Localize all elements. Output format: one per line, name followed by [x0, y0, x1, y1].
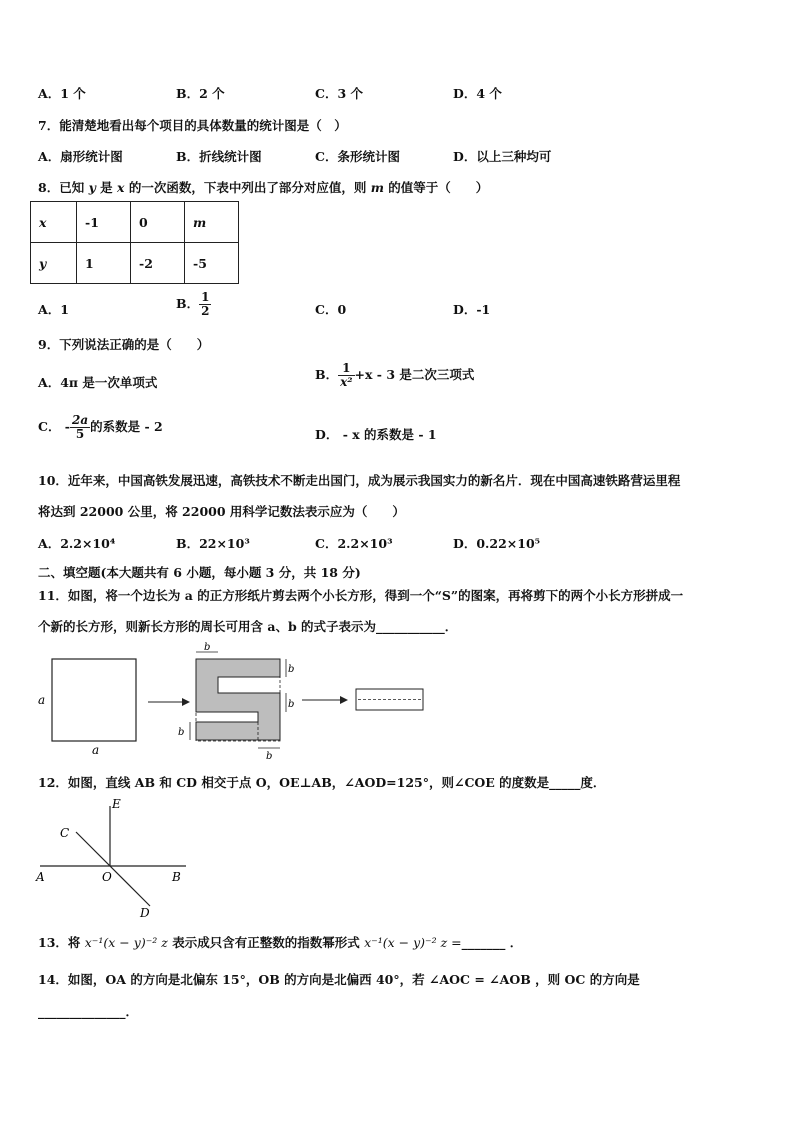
table-row — [31, 243, 239, 284]
table-cell: 0 — [131, 202, 185, 243]
q7-option-a: A．扇形统计图 — [38, 149, 123, 164]
q8-stem: 8．已知 y 是 x 的一次函数，下表中列出了部分对应值，则 m 的值等于（ ） — [38, 180, 489, 195]
q14-line1: 14．如图，OA 的方向是北偏东 15°，OB 的方向是北偏西 40°，若 ∠AOC = ∠AOB ，则 OC 的方向是 — [38, 972, 640, 987]
svg-text:D: D — [140, 906, 150, 920]
table-cell: -5 — [185, 243, 239, 284]
q8-option-c: C．0 — [315, 302, 347, 317]
q8-value-table — [30, 201, 239, 284]
q11-line1: 11．如图，将一个边长为 a 的正方形纸片剪去两个小长方形，得到一个“S”的图案，再将剪下的两个小长方形拼成一 — [38, 588, 684, 603]
q7-option-d: D．以上三种均可 — [453, 149, 552, 164]
q6-option-c: C．3 个 — [315, 86, 363, 101]
q7-stem: 7．能清楚地看出每个项目的具体数量的统计图是（ ） — [38, 118, 347, 133]
table-cell: y — [31, 243, 77, 284]
svg-text:O: O — [102, 870, 112, 884]
q13-stem: 13．将 x⁻¹(x − y)⁻² z 表示成只含有正整数的指数幂形式 x⁻¹(x − y)⁻² z =_______ ． — [38, 935, 523, 950]
s-shape — [196, 659, 280, 740]
q10-option-d: D．0.22×10⁵ — [453, 536, 541, 551]
table-cell: m — [185, 202, 239, 243]
svg-text:E: E — [112, 797, 121, 811]
q9-option-b: B． $\frac{1}{\text{x²}}$ +x - 3 是二次三项式 — [315, 361, 475, 390]
svg-text:b: b — [288, 664, 295, 675]
table-cell: 1 — [77, 243, 131, 284]
line-cd — [76, 832, 150, 906]
q9-option-d: D． - x 的系数是 - 1 — [315, 427, 437, 442]
table-cell: -1 — [77, 202, 131, 243]
q9-option-a: A．4π 是一次单项式 — [38, 375, 158, 390]
q10-option-b: B．22×10³ — [176, 536, 250, 551]
side-label: a — [38, 693, 46, 707]
q10-option-a: A．2.2×10⁴ — [38, 536, 116, 551]
svg-text:B: B — [172, 870, 181, 884]
q10-option-c: C．2.2×10³ — [315, 536, 393, 551]
fraction: $\frac{2a}{5}$ — [72, 413, 89, 442]
arrow-icon — [182, 698, 190, 706]
q9-stem: 9．下列说法正确的是（ ） — [38, 337, 210, 352]
arrow-icon — [340, 696, 348, 704]
q6-option-b: B．2 个 — [176, 86, 225, 101]
q8-option-d: D．-1 — [453, 302, 491, 317]
q7-option-c: C．条形统计图 — [315, 149, 400, 164]
side-label: a — [92, 743, 100, 757]
q7-option-b: B．折线统计图 — [176, 149, 262, 164]
svg-text:b: b — [288, 699, 295, 710]
svg-text:C: C — [60, 826, 70, 840]
table-cell: -2 — [131, 243, 185, 284]
q12-stem: 12．如图，直线 AB 和 CD 相交于点 O，OE⊥AB，∠AOD=125°，则∠COE 的度数是_____度． — [38, 775, 606, 790]
section-heading: 二、填空题(本大题共有 6 小题，每小题 3 分，共 18 分) — [38, 565, 361, 580]
q10-line1: 10．近年来，中国高铁发展迅速，高铁技术不断走出国门，成为展示我国实力的新名片．现在中国高速铁路营运里程 — [38, 473, 681, 488]
fraction: $\frac{1}{\text{x²}}$ — [340, 361, 353, 390]
fraction: $\frac{1}{2}$ — [201, 290, 210, 319]
q9-option-c: C． - $\frac{2a}{5}$ 的系数是 - 2 — [38, 413, 163, 442]
q6-option-d: D．4 个 — [453, 86, 502, 101]
q11-line2: 个新的长方形，则新长方形的周长可用含 a、b 的式子表示为___________． — [38, 619, 458, 634]
q8-option-b: B． $\frac{1}{2}$ — [176, 290, 210, 319]
q14-line2: ______________． — [38, 1004, 139, 1019]
q11-figure — [30, 640, 450, 765]
square-shape — [52, 659, 136, 741]
table-cell: x — [31, 202, 77, 243]
svg-text:A: A — [36, 870, 45, 884]
table-row — [31, 202, 239, 243]
svg-text:b: b — [266, 751, 273, 762]
q6-option-a: A．1 个 — [38, 86, 86, 101]
q12-figure — [30, 794, 190, 922]
q8-option-a: A．1 — [38, 302, 69, 317]
svg-text:b: b — [204, 642, 211, 653]
q10-line2: 将达到 22000 公里，将 22000 用科学记数法表示应为（ ） — [38, 504, 405, 519]
svg-text:b: b — [178, 727, 185, 738]
